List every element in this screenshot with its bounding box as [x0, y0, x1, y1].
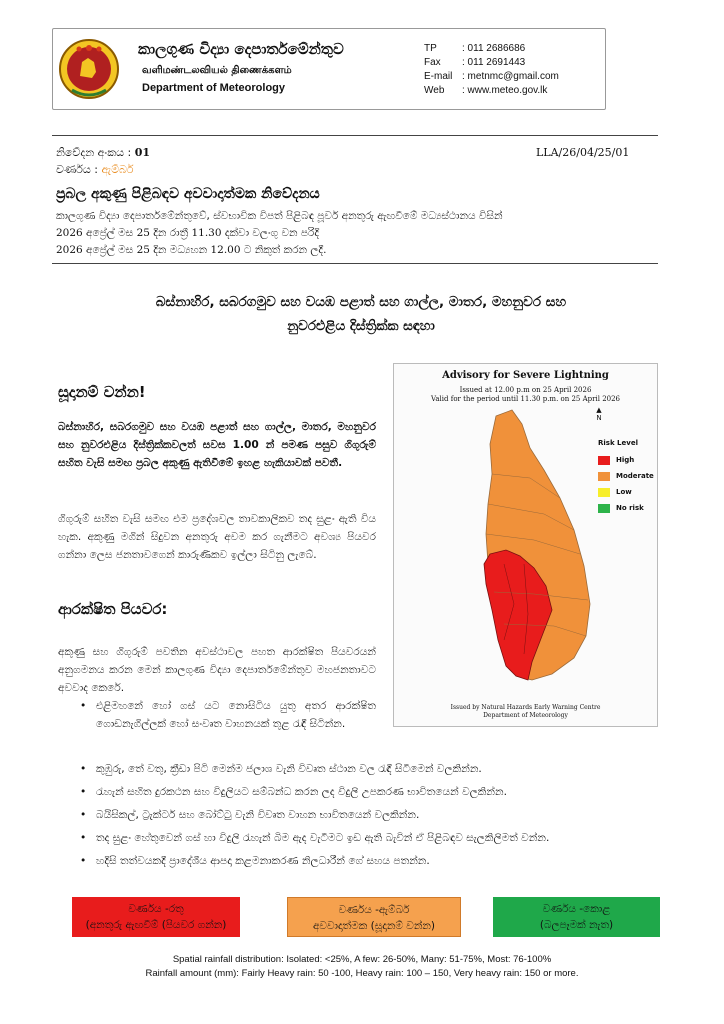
list-item: • තද සුළං හේතුවෙන් ගස් හා විදුලි රැහැන් බිම ඇද වැටීමට ඉඩ ඇති බැවින් ඒ පිළිබඳව සැලකිලිමත් වන්න.: [80, 829, 660, 847]
list-item: • රැහැන් සහිත දුරකථන සහ විදුලියට සම්බන්ධ කරන ලද විදුලි උපකරණ භාවිතයෙන් වලකින්න.: [80, 783, 660, 801]
intro-line: 2026 අප්‍රේල් මස 25 දින රාත්‍රී 11.30 දක්වා වලංගු වන පරිදි: [56, 227, 319, 239]
warning-box-green: [493, 897, 660, 937]
legend-title: Risk Level: [598, 439, 638, 447]
warning-box-amber: [287, 897, 461, 937]
notice-title: ප්‍රබල අකුණු පිළිබඳව අවවාදාත්මක නිවේදනය: [56, 186, 320, 202]
contact-key: TP: [424, 43, 437, 54]
legend-swatch: [598, 456, 610, 465]
list-item: • හදිසි තත්වයකදී ප්‍රාදේශීය ආපදා කළමනාකරණ නිලධාරීන් ගේ සහය පතන්න.: [80, 852, 660, 870]
org-name-sinhala: කාලගුණ විද්‍යා දෙපාර්තමේන්තුව: [138, 40, 344, 58]
precautions-title: ආරක්ෂිත පියවර:: [58, 600, 168, 618]
category-value: ඇම්බර්: [101, 163, 134, 176]
intro-line: 2026 අප්‍රේල් මස 25 දින මධ්‍යහන 12.00 ට නිකුත් කරන ලදී.: [56, 244, 327, 256]
precautions-list-top: [80, 697, 376, 733]
divider-top: [52, 135, 658, 136]
districts-heading-line: බස්නාහිර, සබරගමුව සහ වයඹ පළාත් සහ ගාල්ල, මාතර, මහනුවර සහ: [155, 294, 567, 310]
contact-value[interactable]: : metnmc@gmail.com: [462, 71, 559, 82]
intro-line: කාලගුණ විද්‍යා දෙපාර්තමේන්තුවේ, ස්වභාවික විපත් පිළිබඳ පූර්ව අනතුරු ඇඟවීමේ මධ්‍යස්ථානය විසින්: [56, 210, 503, 222]
contact-key: E-mail: [424, 71, 453, 82]
contact-key: Web: [424, 85, 445, 96]
footer-rainfall-distribution: Spatial rainfall distribution: Isolated: <25%, A few: 26-50%, Many: 51-75%, Most: 76-100%: [172, 954, 552, 965]
districts-heading: [60, 290, 662, 338]
org-name-tamil: வளிமண்டலவியல் திணைக்களம்: [142, 65, 292, 76]
contact-fax: [424, 56, 559, 70]
notice-number: [56, 146, 150, 160]
warning-line1: වර්ණය -රතු: [128, 903, 184, 915]
category-label: වර්ණය :: [56, 163, 102, 176]
attention-title: සූදානම් වන්න!: [58, 383, 146, 401]
list-item: • එළිමහනේ හෝ ගස් යට නොසිටිය යුතු අතර ආරක්ෂිත ගොඩනැගිල්ලක් හෝ සංවෘත වාහනයක් තුළ රැඳී සිටින්න.: [80, 697, 376, 733]
warning-box-red: [72, 897, 240, 937]
map-valid: Valid for the period until 11.30 p.m. on 25 April 2026: [430, 395, 621, 403]
notice-number-value: 01: [134, 146, 151, 159]
contact-web: [424, 84, 559, 98]
sri-lanka-emblem-icon: [58, 36, 120, 102]
warning-line2: (අනතුරු ඇඟවීම් (පියවර ගන්න): [85, 919, 227, 931]
warning-line2: අවවාදාත්මක (සූදානම් වන්න): [312, 920, 436, 932]
contact-info: [424, 42, 559, 98]
map-issued: Issued at 12.00 p.m on 25 April 2026: [459, 386, 592, 394]
north-arrow-icon: ▲ N: [594, 406, 604, 422]
north-label: N: [596, 414, 602, 422]
list-item: • කුඹුරු, තේ වතු, ක්‍රීඩා පිටි මෙන්ම ජලාශ වැනි විවෘත ස්ථාන වල රැඳී සිටීමෙන් වලකින්න.: [80, 760, 660, 778]
legend-item-no-risk: No risk: [598, 500, 654, 516]
legend-swatch: [598, 488, 610, 497]
notice-reference: LLA/26/04/25/01: [536, 146, 630, 159]
map-credit-2: Department of Meteorology: [483, 712, 568, 719]
contact-key: Fax: [424, 57, 441, 68]
footer-rainfall-amount: Rainfall amount (mm): Fairly Heavy rain: 50 -100, Heavy rain: 100 – 150, Very heavy rain: 150 or more.: [145, 968, 579, 979]
warning-line1: වර්ණය -කොළ: [542, 903, 611, 915]
map-title: Advisory for Severe Lightning: [442, 370, 609, 381]
contact-tp: [424, 42, 559, 56]
legend-swatch: [598, 504, 610, 513]
notice-number-label: නිවේදන අංකය :: [56, 146, 135, 159]
sri-lanka-map: [434, 404, 604, 704]
warning-line1: වර්ණය -ඇම්බර්: [338, 904, 410, 916]
legend-item-moderate: Moderate: [598, 468, 654, 484]
attention-para1: බස්නාහිර, සබරගමුව සහ වයඹ පළාත් සහ ගාල්ල, මාතර, මහනුවර සහ නුවරඑළිය දිස්ත්‍රික්කවලත් සවස 1.00 න් පමණ පසුව ගිගුරුම් සහිත වැසි සමඟ ප්‍රබල අකුණු ඇතිවීමේ ඉහළ හැකියාවක් පවතී.: [58, 421, 376, 469]
org-name-english: Department of Meteorology: [142, 82, 286, 94]
precautions-intro: අකුණු සහ ගිගුරුම් පවතින අවස්ථාවල පහත ආරක්ෂිත පියවරයන් අනුගමනය කරන මෙන් කාලගුණ විද්‍යා දෙපාර්තමේන්තුව මහජනතාවට අවවාද කෙරේ.: [58, 646, 376, 694]
attention-para2: ගිගුරුම් සහිත වැසි සමඟ එම ප්‍රදේශවල තාවකාලිකව තද සුළං ඇති විය හැක. අකුණු මගින් සිදුවන අනතුරු අවම කර ගැනීමට අවශ්‍ය පියවර ගන්නා ලෙස ජනතාවගෙන් කාරුණිකව ඉල්ලා සිටිනු ලැබේ.: [58, 513, 376, 561]
districts-heading-line: නුවරඑළිය දිස්ත්‍රික්ක සඳහා: [287, 318, 435, 334]
map-credit-1: Issued by Natural Hazards Early Warning Centre: [450, 704, 601, 711]
legend-item-low: Low: [598, 484, 654, 500]
contact-value[interactable]: : www.meteo.gov.lk: [462, 85, 548, 96]
notice-intro: [56, 208, 656, 259]
contact-email: [424, 70, 559, 84]
legend-item-high: High: [598, 452, 654, 468]
precautions-list: [80, 760, 660, 870]
divider-mid: [52, 263, 658, 264]
contact-value: : 011 2691443: [462, 57, 526, 68]
contact-value: : 011 2686686: [462, 43, 526, 54]
legend-swatch: [598, 472, 610, 481]
list-item: • බයිසිකල්, ට්‍රැක්ටර් සහ බෝට්ටු වැනි විවෘත වාහන භාවිතයෙන් වලකින්න.: [80, 806, 660, 824]
advisory-map: [393, 363, 658, 727]
warning-line2: (බලපෑමක් නැත): [539, 919, 614, 931]
map-legend: [598, 452, 654, 516]
notice-category: [56, 163, 133, 177]
